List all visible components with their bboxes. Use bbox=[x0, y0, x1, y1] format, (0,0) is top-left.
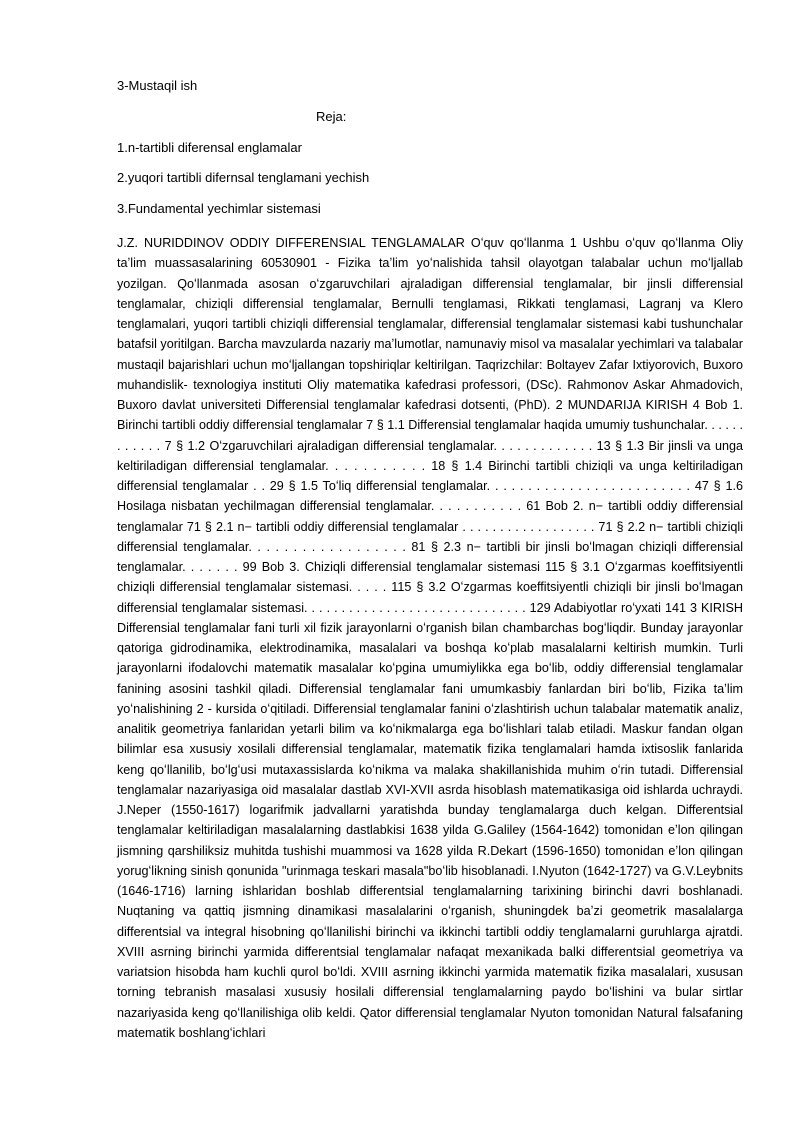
plan-title: Reja: bbox=[316, 109, 347, 124]
document-heading: 3-Mustaqil ish bbox=[117, 78, 198, 93]
plan-item-3: 3.Fundamental yechimlar sistemasi bbox=[117, 201, 321, 216]
plan-item-2: 2.yuqori tartibli difernsal tenglamani yechish bbox=[117, 170, 370, 185]
body-paragraph: J.Z. NURIDDINOV ODDIY DIFFERENSIAL TENGLAMALAR Oʻquv qoʻllanma 1 Ushbu oʻquv qoʻllanma Oliy taʼlim muassasalarining 60530901 - Fizika taʼlim yoʻnalishida tahsil olayotgan talabalar uchun moʻljallab yozilgan. Qoʻllanmada asosan oʻzgaruvchilari ajraladigan differensial tenglamalar, bir jinsli differensial tenglamalar, chiziqli differensial tenglamalar, Bernulli tenglamasi, Rikkati tenglamasi, Lagranj va Klero tenglamalari, yuqori tartibli chiziqli differensial tenglamalar, differensial tenglamalar sistemasi kabi tushunchalar batafsil yoritilgan. Barcha mavzularda nazariy maʼlumotlar, namunaviy misol va masalalar yechimlari va talabalar mustaqil bajarishlari uchun moʻljallangan topshiriqlar keltirilgan. Taqrizchilar: Boltayev Zafar Ixtiyorovich, Buxoro muhandislik- texnologiya instituti Oliy matematika kafedrasi professori, (DSc). Rahmonov Askar Ahmadovich, Buxoro davlat universiteti Differensial tenglamalar kafedrasi dotsenti, (PhD). 2 MUNDARIJA KIRISH 4 Bob 1. Birinchi tartibli oddiy differensial tenglamalar 7 § 1.1 Differensial tenglamalar haqida umumiy tushunchalar. . . . . . . . . . . . 7 § 1.2 Oʻzgaruvchilari ajraladigan differensial tenglamalar. . . . . . . . . . . . . 13 § 1.3 Bir jinsli va unga keltiriladigan differensial tenglamalar. . . . . . . . . . . 18 § 1.4 Birinchi tartibli chiziqli va unga keltiriladigan differensial tenglamalar . . 29 § 1.5 Toʻliq differensial tenglamalar. . . . . . . . . . . . . . . . . . . . . . . . . 47 § 1.6 Hosilaga nisbatan yechilmagan differensial tenglamalar. . . . . . . . . . . 61 Bob 2. n− tartibli oddiy differensial tenglamalar 71 § 2.1 n− tartibli oddiy differensial tenglamalar . . . . . . . . . . . . . . . . . . 71 § 2.2 n− tartibli chiziqli differensial tenglamalar. . . . . . . . . . . . . . . . . . 81 § 2.3 n− tartibli bir jinsli boʻlmagan chiziqli differensial tenglamalar. . . . . . . 99 Bob 3. Chiziqli differensial tenglamalar sistemasi 115 § 3.1 Oʻzgarmas koeffitsiyentli chiziqli differensial tenglamalar sistemasi. . . . . 115 § 3.2 Oʻzgarmas koeffitsiyentli chiziqli bir jinsli boʻlmagan differensial tenglamalar sistemasi. . . . . . . . . . . . . . . . . . . . . . . . . . . . . . 129 Adabiyotlar roʻyxati 141 3 KIRISH Differensial tenglamalar fani turli xil fizik jarayonlarni oʻrganish bilan chambarchas bogʻliqdir. Bunday jarayonlar qatoriga gidrodinamika, elektrodinamika, masalalari va boshqa koʻplab masalalarni keltirish mumkin. Turli jarayonlarni ifodalovchi matematik masalalar koʻpgina umumiylikka ega boʻlib, oddiy differensial tenglamalar fanining asosini tashkil qiladi. Differensial tenglamalar fani umumkasbiy fanlardan biri boʻlib, Fizika taʼlim yoʻnalishining 2 - kursida oʻqitiladi. Differensial tenglamalar fanini oʻzlashtirish uchun talabalar matematik analiz, analitik geometriya fanlaridan yetarli bilim va koʻnikmalarga ega boʻlishlari talab etiladi. Maskur fandan olgan bilimlar esa xususiy xosilali differensial tenglamalar, matematik fizika tenglamalari hamda ixtisoslik fanlarida keng qoʻllanilib, boʻlgʻusi mutaxassislarda koʻnikma va malaka shakillanishida muhim oʻrin tutadi. Differensial tenglamalar nazariyasiga oid masalalar dastlab XVI-XVII asrda hisoblash matematikasiga oid ishlarda uchraydi. J.Neper (1550-1617) logarifmik jadvallarni yaratishda bunday tenglamalarga duch kelgan. Differentsial tenglamalar keltiriladigan masalalarning dastlabkisi 1638 yilda G.Galiley (1564-1642) tomonidan eʼlon qilingan jismning qarshiliksiz muhitda tushishi muammosi va 1628 yilda R.Dekart (1596-1650) tomonidan eʼlon qilingan yorugʻlikning sinish qonunida "urinmaga teskari masala"boʻlib hisoblanadi. I.Nyuton (1642-1727) va G.V.Leybnits (1646-1716) larning ishlaridan boshlab differentsial tenglamalarning tarixining birinchi davri boshlanadi. Nuqtaning va qattiq jismning dinamikasi masalalarini oʻrganish, shuningdek baʼzi geometrik masalalarga differentsial va integral hisobning qoʻllanilishi birinchi va ikkinchi tartibli oddiy tenglamalarni guruhlarga ajratdi. XVIII asrning birinchi yarmida differentsial tenglamalar nafaqat mexanikada balki differentsial geometriya va variatsion hisobda ham kuchli qurol boʻldi. XVIII asrning ikkinchi yarmida matematik fizika masalalari, xususan torning tebranish masalasi xususiy hosilali differensial tenglamalarning paydo boʻlishini va bular sirtlar nazariyasida keng qoʻllanilishiga olib keldi. Qator differensial tenglamalar Nyuton tomonidan Natural falsafaning matematik boshlangʻichlari bbox=[117, 236, 743, 1040]
plan-item-1: 1.n-tartibli diferensal englamalar bbox=[117, 140, 302, 155]
